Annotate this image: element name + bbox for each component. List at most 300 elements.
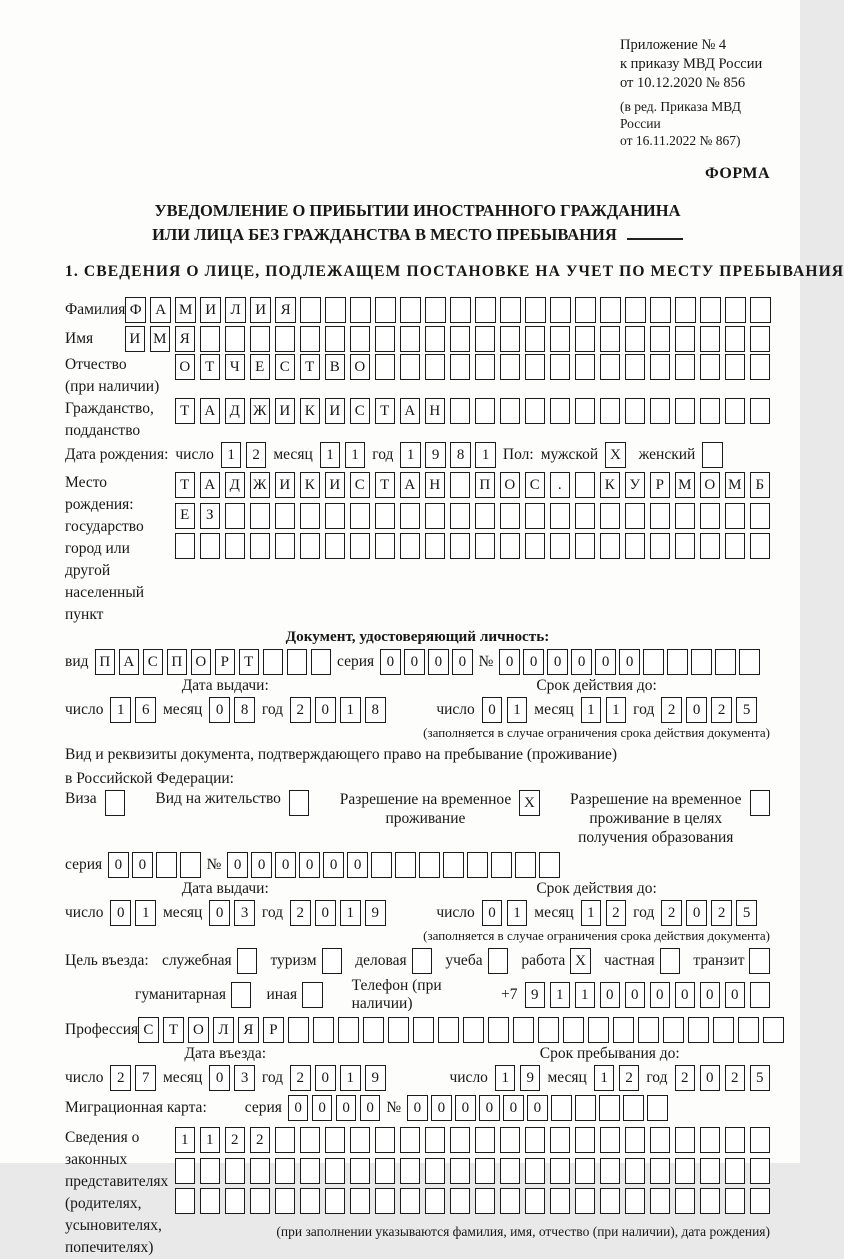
purpose-checkbox: [302, 982, 323, 1008]
visa-label: Виза: [65, 790, 97, 807]
char-box: [425, 297, 446, 323]
char-box: 9: [365, 1065, 386, 1091]
visa-checkbox: [105, 790, 126, 816]
sex-female-checkbox: [702, 442, 723, 468]
sex-male-label: мужской: [540, 446, 599, 463]
residence-issue-day: [110, 900, 156, 926]
patronymic-label: [65, 354, 159, 398]
identity-issue-month: [209, 697, 255, 723]
char-box: К: [300, 472, 321, 498]
char-box: Я: [175, 326, 196, 352]
char-box: [450, 1158, 471, 1184]
representatives-label-line3: представителях: [65, 1173, 169, 1190]
char-box: 2: [290, 1065, 311, 1091]
char-box: [650, 533, 671, 559]
char-box: [750, 326, 771, 352]
month-label: месяц: [162, 1069, 203, 1086]
identity-seriya-label: серия: [337, 653, 375, 670]
representatives-row2: [175, 1158, 771, 1184]
char-box: [500, 1127, 521, 1153]
char-box: [438, 1017, 459, 1043]
char-box: 0: [347, 852, 368, 878]
char-box: 2: [661, 697, 682, 723]
char-box: И: [275, 472, 296, 498]
char-box: [575, 297, 596, 323]
char-box: 1: [475, 442, 496, 468]
identity-number-boxes: [499, 649, 760, 675]
residence-valid-year: [661, 900, 757, 926]
char-box: О: [700, 472, 721, 498]
phone-label: Телефон (при наличии): [351, 977, 442, 1012]
char-box: 5: [750, 1065, 771, 1091]
identity-valid-col: [423, 677, 770, 741]
char-box: 1: [340, 697, 361, 723]
char-box: 1: [340, 1065, 361, 1091]
char-box: 5: [736, 900, 757, 926]
citizenship-row: [65, 398, 770, 442]
char-box: А: [119, 649, 140, 675]
patronymic-row: [65, 354, 770, 398]
char-box: [475, 326, 496, 352]
char-box: [700, 503, 721, 529]
char-box: Т: [175, 472, 196, 498]
char-box: [325, 1127, 346, 1153]
char-box: [738, 1017, 759, 1043]
char-box: [650, 1188, 671, 1214]
char-box: [725, 533, 746, 559]
char-box: П: [95, 649, 116, 675]
appendix-line-2: к приказу МВД России: [620, 56, 763, 72]
char-box: [763, 1017, 784, 1043]
char-box: [400, 503, 421, 529]
char-box: Д: [225, 398, 246, 424]
char-box: Л: [225, 297, 246, 323]
char-box: 0: [523, 649, 544, 675]
surname-boxes: [125, 297, 771, 323]
surname-label: Фамилия: [65, 301, 126, 318]
purpose-checkbox: [488, 948, 509, 974]
char-box: [311, 649, 332, 675]
char-box: [225, 1188, 246, 1214]
identity-valid-day: [482, 697, 528, 723]
char-box: [550, 326, 571, 352]
char-box: С: [275, 354, 296, 380]
representatives-label: [65, 1127, 168, 1259]
residence-valid-head: Срок действия до:: [536, 880, 657, 897]
char-box: [275, 326, 296, 352]
patronymic-boxes: [175, 354, 771, 380]
char-box: С: [525, 472, 546, 498]
char-box: X: [605, 442, 626, 468]
char-box: Т: [200, 354, 221, 380]
char-box: [600, 1158, 621, 1184]
char-box: 0: [700, 1065, 721, 1091]
char-box: [650, 503, 671, 529]
residence-seriya-row: [65, 852, 770, 878]
identity-valid-year: [661, 697, 757, 723]
purpose-item-study: [445, 948, 508, 974]
char-box: [750, 1127, 771, 1153]
char-box: И: [125, 326, 146, 352]
char-box: [425, 503, 446, 529]
char-box: А: [200, 398, 221, 424]
char-box: [322, 948, 343, 974]
char-box: [515, 852, 536, 878]
char-box: [675, 354, 696, 380]
char-box: Ч: [225, 354, 246, 380]
char-box: [375, 326, 396, 352]
char-box: [623, 1095, 644, 1121]
char-box: [613, 1017, 634, 1043]
birthdate-month-label: месяц: [273, 446, 313, 463]
char-box: 1: [345, 442, 366, 468]
birthdate-row: [65, 442, 770, 468]
char-box: 0: [431, 1095, 452, 1121]
char-box: М: [175, 297, 196, 323]
char-box: [715, 649, 736, 675]
char-box: 1: [400, 442, 421, 468]
char-box: К: [600, 472, 621, 498]
char-box: [600, 1127, 621, 1153]
char-box: [375, 533, 396, 559]
permit-visa: [65, 790, 125, 816]
purpose-checkbox: [749, 948, 770, 974]
purpose-item-work: [521, 948, 590, 974]
identity-doc-heading: Документ, удостоверяющий личность:: [285, 628, 550, 645]
char-box: М: [675, 472, 696, 498]
char-box: [400, 1127, 421, 1153]
char-box: [175, 1158, 196, 1184]
char-box: [400, 354, 421, 380]
firstname-row: [65, 326, 770, 352]
char-box: А: [400, 472, 421, 498]
char-box: [525, 326, 546, 352]
char-box: [647, 1095, 668, 1121]
char-box: [300, 1158, 321, 1184]
char-box: [725, 354, 746, 380]
purpose-item-business: [162, 948, 257, 974]
residence-valid-month: [581, 900, 627, 926]
citizenship-label: [65, 398, 154, 442]
char-box: [275, 1188, 296, 1214]
residence-seriya-boxes: [108, 852, 201, 878]
char-box: [275, 533, 296, 559]
char-box: [180, 852, 201, 878]
char-box: 0: [452, 649, 473, 675]
char-box: 1: [135, 900, 156, 926]
char-box: [275, 503, 296, 529]
char-box: [500, 398, 521, 424]
char-box: [175, 533, 196, 559]
char-box: [713, 1017, 734, 1043]
char-box: [599, 1095, 620, 1121]
char-box: 0: [323, 852, 344, 878]
char-box: 0: [288, 1095, 309, 1121]
char-box: [625, 1188, 646, 1214]
char-box: [725, 1158, 746, 1184]
identity-doc-row: [65, 649, 770, 675]
char-box: С: [138, 1017, 159, 1043]
char-box: [725, 398, 746, 424]
char-box: [638, 1017, 659, 1043]
month-label: месяц: [534, 701, 574, 718]
year-label: год: [633, 904, 655, 921]
char-box: Р: [263, 1017, 284, 1043]
char-box: [350, 1127, 371, 1153]
char-box: 3: [234, 1065, 255, 1091]
rvp-checkbox: [519, 790, 540, 816]
char-box: С: [350, 398, 371, 424]
char-box: 1: [340, 900, 361, 926]
char-box: [500, 354, 521, 380]
char-box: [750, 790, 771, 816]
char-box: 0: [110, 900, 131, 926]
purpose-item-label: гуманитарная: [135, 986, 226, 1003]
rvp-label-line1: Разрешение на временное: [339, 791, 512, 808]
char-box: [675, 533, 696, 559]
char-box: 0: [482, 697, 503, 723]
char-box: [450, 1188, 471, 1214]
identity-type-label: вид: [65, 653, 89, 670]
char-box: 7: [135, 1065, 156, 1091]
entry-day: [110, 1065, 156, 1091]
char-box: [700, 1158, 721, 1184]
char-box: 1: [221, 442, 242, 468]
char-box: 0: [209, 900, 230, 926]
identity-dates-block: [65, 677, 770, 741]
char-box: [375, 1127, 396, 1153]
char-box: [650, 1127, 671, 1153]
purpose-item-label: иная: [266, 986, 298, 1003]
char-box: [225, 326, 246, 352]
char-box: [525, 297, 546, 323]
permit-vnj: [155, 790, 309, 816]
char-box: [500, 1188, 521, 1214]
phone-prefix: +7: [501, 986, 518, 1003]
char-box: [300, 1188, 321, 1214]
char-box: Т: [163, 1017, 184, 1043]
char-box: 0: [686, 900, 707, 926]
char-box: [625, 533, 646, 559]
char-box: 8: [234, 697, 255, 723]
purpose-row2: [65, 977, 770, 1013]
char-box: 0: [360, 1095, 381, 1121]
identity-type-boxes: [95, 649, 332, 675]
char-box: 0: [600, 982, 621, 1008]
birthdate-day-label: число: [175, 446, 214, 463]
citizenship-label-line1: Гражданство,: [65, 400, 154, 417]
char-box: [395, 852, 416, 878]
char-box: [600, 503, 621, 529]
day-label: число: [436, 904, 475, 921]
char-box: [475, 503, 496, 529]
char-box: [105, 790, 126, 816]
char-box: 0: [275, 852, 296, 878]
char-box: [425, 533, 446, 559]
char-box: 0: [686, 697, 707, 723]
year-label: год: [261, 1069, 284, 1086]
char-box: Ж: [250, 472, 271, 498]
char-box: .: [550, 472, 571, 498]
stay-until-col: [449, 1045, 770, 1091]
char-box: [513, 1017, 534, 1043]
representatives-label-line2: законных: [65, 1151, 128, 1168]
char-box: [325, 297, 346, 323]
validity-note: (заполняется в случае ограничения срока действия документа): [423, 725, 770, 740]
char-box: [625, 354, 646, 380]
char-box: [625, 297, 646, 323]
char-box: 0: [132, 852, 153, 878]
char-box: Ф: [125, 297, 146, 323]
char-box: [525, 398, 546, 424]
char-box: Б: [750, 472, 771, 498]
appendix-header: [620, 36, 770, 149]
char-box: [750, 297, 771, 323]
entry-date-col: [65, 1045, 386, 1091]
purpose-checkbox: [660, 948, 681, 974]
char-box: [550, 1127, 571, 1153]
char-box: М: [725, 472, 746, 498]
char-box: [700, 297, 721, 323]
char-box: [600, 297, 621, 323]
char-box: [450, 326, 471, 352]
month-label: месяц: [162, 701, 203, 718]
char-box: [491, 852, 512, 878]
birthplace-row2: [175, 503, 771, 529]
char-box: [231, 982, 252, 1008]
char-box: М: [150, 326, 171, 352]
char-box: [750, 354, 771, 380]
char-box: [450, 354, 471, 380]
char-box: 2: [619, 1065, 640, 1091]
char-box: [400, 1188, 421, 1214]
char-box: 1: [320, 442, 341, 468]
purpose-label: Цель въезда:: [65, 952, 149, 969]
stay-year: [675, 1065, 771, 1091]
char-box: [288, 1017, 309, 1043]
char-box: [488, 948, 509, 974]
char-box: [575, 533, 596, 559]
char-box: [200, 1188, 221, 1214]
char-box: [475, 297, 496, 323]
purpose-item-commercial: [355, 948, 432, 974]
char-box: [538, 1017, 559, 1043]
char-box: В: [325, 354, 346, 380]
char-box: Л: [213, 1017, 234, 1043]
char-box: 1: [581, 697, 602, 723]
char-box: [350, 297, 371, 323]
char-box: 0: [108, 852, 129, 878]
stay-month: [594, 1065, 640, 1091]
char-box: [400, 1158, 421, 1184]
char-box: [700, 398, 721, 424]
char-box: 1: [550, 982, 571, 1008]
birthplace-label-line1: Место рождения:: [65, 474, 134, 513]
char-box: [675, 1158, 696, 1184]
char-box: А: [400, 398, 421, 424]
birthplace-label-line2: государство: [65, 518, 144, 535]
char-box: [300, 297, 321, 323]
char-box: И: [200, 297, 221, 323]
sex-male-checkbox: [605, 442, 626, 468]
char-box: [700, 1188, 721, 1214]
char-box: [467, 852, 488, 878]
char-box: [675, 326, 696, 352]
char-box: [325, 1188, 346, 1214]
char-box: [225, 503, 246, 529]
patronymic-label-line2: (при наличии): [65, 378, 160, 395]
char-box: [750, 503, 771, 529]
char-box: О: [188, 1017, 209, 1043]
char-box: [500, 533, 521, 559]
migration-card-label: Миграционная карта:: [65, 1099, 207, 1116]
char-box: 0: [571, 649, 592, 675]
purpose-checkbox: [237, 948, 258, 974]
char-box: 0: [312, 1095, 333, 1121]
char-box: 1: [606, 697, 627, 723]
char-box: 0: [209, 697, 230, 723]
char-box: [388, 1017, 409, 1043]
char-box: Я: [238, 1017, 259, 1043]
char-box: [237, 948, 258, 974]
day-label: число: [449, 1069, 488, 1086]
char-box: X: [570, 948, 591, 974]
rvp-label-line2: проживание: [385, 810, 466, 827]
char-box: 1: [575, 982, 596, 1008]
day-label: число: [65, 904, 104, 921]
char-box: Р: [650, 472, 671, 498]
char-box: [419, 852, 440, 878]
purpose-item-other: [266, 982, 322, 1008]
char-box: 0: [380, 649, 401, 675]
rvp-education-label: [570, 790, 742, 847]
char-box: [650, 354, 671, 380]
char-box: [450, 297, 471, 323]
char-box: Т: [375, 398, 396, 424]
char-box: 2: [290, 900, 311, 926]
char-box: [350, 1158, 371, 1184]
birthdate-label: Дата рождения:: [65, 446, 169, 463]
char-box: [550, 533, 571, 559]
char-box: 1: [495, 1065, 516, 1091]
char-box: [350, 533, 371, 559]
char-box: Я: [275, 297, 296, 323]
char-box: 0: [455, 1095, 476, 1121]
char-box: Д: [225, 472, 246, 498]
char-box: [750, 398, 771, 424]
char-box: [600, 354, 621, 380]
char-box: И: [275, 398, 296, 424]
char-box: [375, 354, 396, 380]
char-box: 5: [736, 697, 757, 723]
char-box: [371, 852, 392, 878]
form-title-line2-wrap: [65, 223, 770, 247]
char-box: [650, 297, 671, 323]
char-box: [475, 398, 496, 424]
purpose-item-transit: [693, 948, 770, 974]
char-box: [525, 503, 546, 529]
vnj-label: Вид на жительство: [155, 790, 281, 807]
purpose-checkbox: [322, 948, 343, 974]
char-box: 1: [200, 1127, 221, 1153]
month-label: месяц: [162, 904, 203, 921]
char-box: [425, 1188, 446, 1214]
char-box: [675, 503, 696, 529]
char-box: [550, 1158, 571, 1184]
char-box: [475, 1188, 496, 1214]
firstname-boxes: [125, 326, 771, 352]
char-box: [643, 649, 664, 675]
